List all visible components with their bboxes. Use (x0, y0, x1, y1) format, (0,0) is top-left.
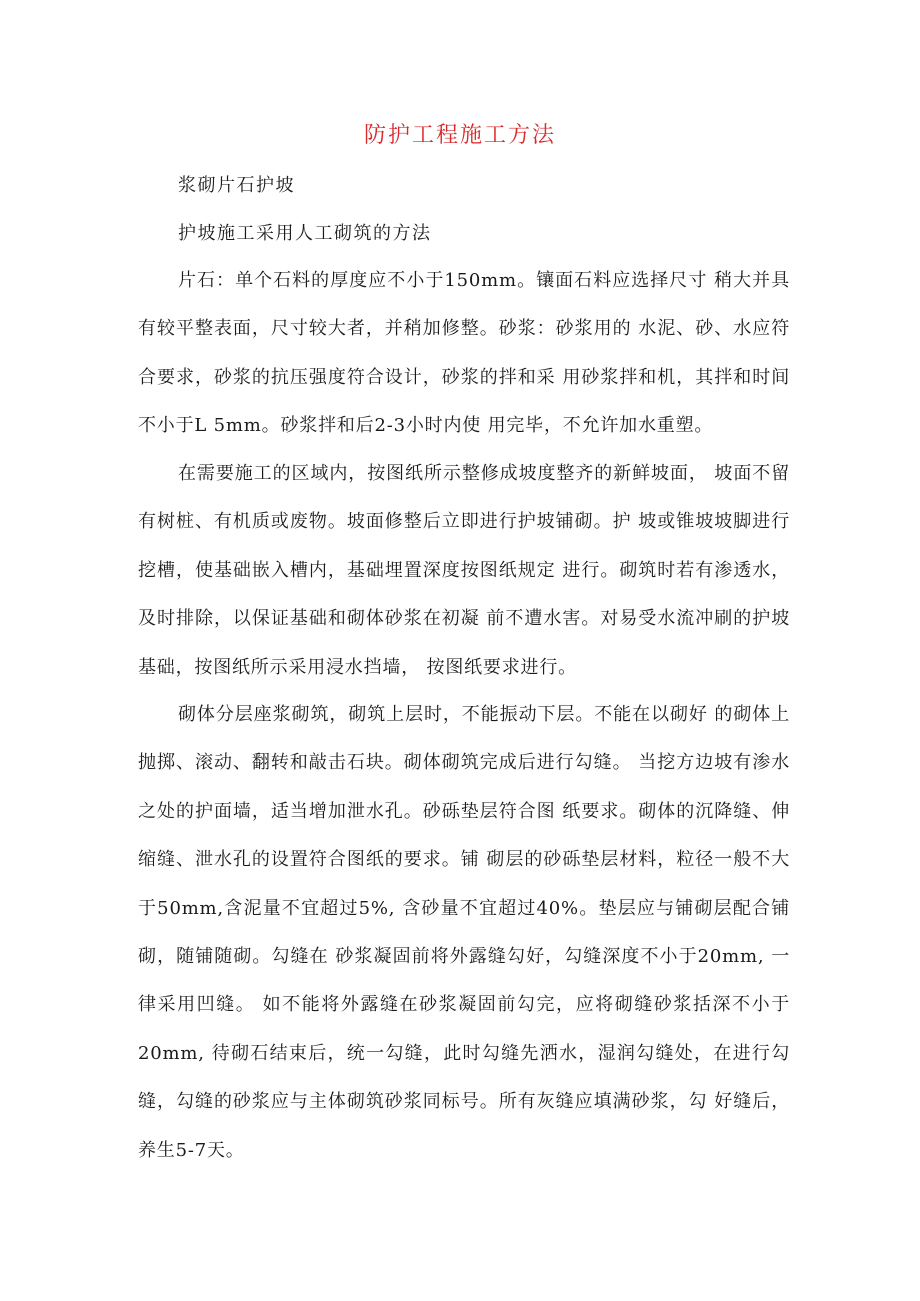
paragraph-masonry: 砌体分层座浆砌筑，砌筑上层时，不能振动下层。不能在以砌好 的砌体上抛掷、滚动、翻转和敲击石块。砌体砌筑完成后进行勾缝。 当挖方边坡有渗水之处的护面墙，适当增加泄水孔。砂砾垫层符合图 纸要求。砌体的沉降缝、伸缩缝、泄水孔的设置符合图纸的要求。铺 砌层的砂砾垫层材料，粒径一般不大于50mm,含泥量不宜超过5%, 含砂量不宜超过40%。垫层应与铺砌层配合铺砌，随铺随砌。勾缝在 砂浆凝固前将外露缝勾好，勾缝深度不小于20mm, 一律采用凹缝。 如不能将外露缝在砂浆凝固前勾完，应将砌缝砂浆括深不小于20mm, 待砌石结束后，统一勾缝，此时勾缝先洒水，湿润勾缝处，在进行勾 缝，勾缝的砂浆应与主体砌筑砂浆同标号。所有灰缝应填满砂浆，勾 好缝后，养生5-7天。 (138, 704, 790, 1161)
paragraph-materials: 片石：单个石料的厚度应不小于150mm。镶面石料应选择尺寸 稍大并具有较平整表面，尺寸较大者，并稍加修整。砂浆：砂浆用的 水泥、砂、水应符合要求，砂浆的抗压强度符合设计，砂浆的拌和采 用砂浆拌和机，其拌和时间不小于L 5mm。砂浆拌和后2-3小时内使 用完毕，不允许加水重塑。 (138, 270, 790, 437)
paragraph-slope-preparation: 在需要施工的区域内，按图纸所示整修成坡度整齐的新鲜坡面， 坡面不留有树桩、有机质或废物。坡面修整后立即进行护坡铺砌。护 坡或锥坡坡脚进行挖槽，使基础嵌入槽内，基础埋置深度按图纸规定 进行。砌筑时若有渗透水，及时排除，以保证基础和砌体砂浆在初凝 前不遭水害。对易受水流冲刷的护坡基础，按图纸所示采用浸水挡墙， 按图纸要求进行。 (138, 463, 790, 678)
sub-heading: 护坡施工采用人工砌筑的方法 (178, 223, 432, 244)
section-heading: 浆砌片石护坡 (178, 175, 295, 196)
document-title: 防护工程施工方法 (363, 123, 556, 148)
